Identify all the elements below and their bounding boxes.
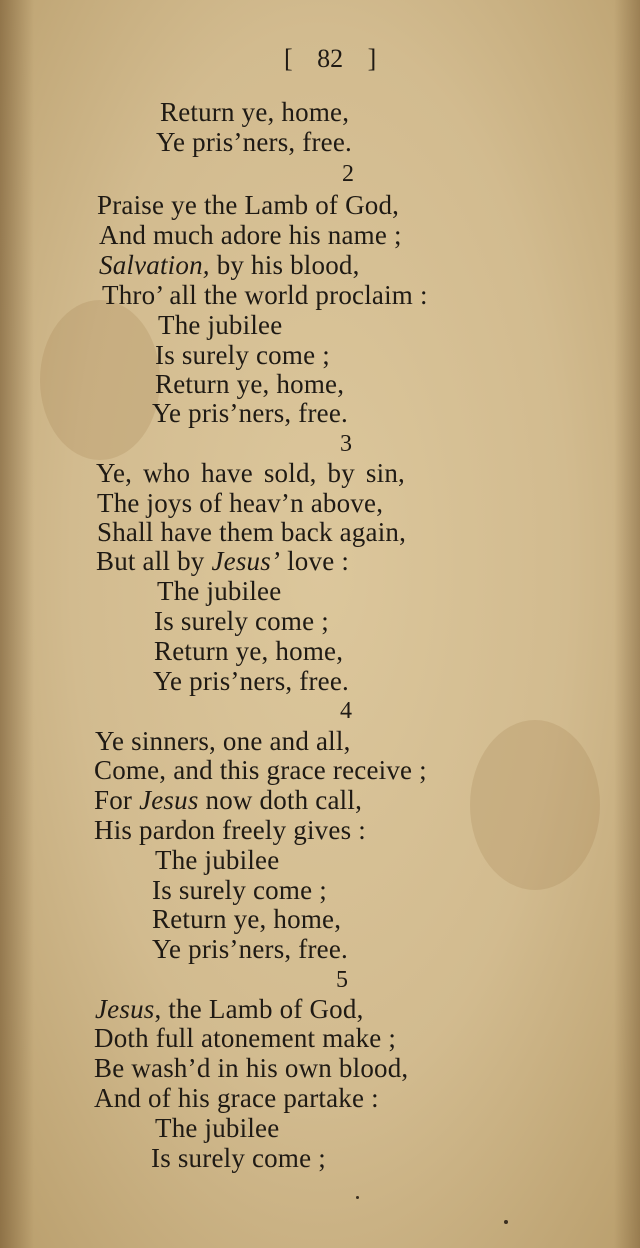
italic-word: Jesus [139, 785, 199, 815]
verse-line [94, 785, 362, 815]
verse-text: , the Lamb of God, [154, 994, 364, 1024]
refrain-line: Is surely come ; [151, 1143, 326, 1173]
refrain-line: Return ye, home, [154, 636, 344, 666]
verse-line: Praise ye the Lamb of God, [97, 190, 400, 220]
refrain-line: The jubilee [158, 310, 283, 340]
verse-text: But all by [96, 546, 212, 576]
verse-line: Shall have them back again, [97, 517, 407, 547]
verse-line: And of his grace partake : [94, 1083, 379, 1113]
verse-line: Thro’ all the world proclaim : [102, 280, 428, 310]
refrain-line: Ye pris’ners, free. [152, 398, 349, 428]
refrain-line: The jubilee [157, 576, 282, 606]
refrain-line: Return ye, home, [155, 369, 345, 399]
page-number-header: [ 82 ] [284, 44, 377, 73]
paper-stain [40, 300, 160, 460]
page-edge-shadow-right [614, 0, 640, 1248]
verse-line: Come, and this grace receive ; [94, 755, 427, 785]
verse-line [96, 546, 349, 576]
verse-line [99, 250, 360, 280]
refrain-line: Ye pris’ners, free. [152, 934, 349, 964]
verse-text: love : [280, 546, 350, 576]
verse-line: Ye, who have sold, by sin, [96, 458, 405, 488]
ink-speck [504, 1220, 508, 1224]
stanza-number: 2 [342, 161, 354, 187]
verse-line: Be wash’d in his own blood, [94, 1053, 409, 1083]
refrain-line: Return ye, home, [152, 904, 342, 934]
verse-text: now doth call, [198, 785, 363, 815]
verse-text: For [94, 785, 140, 815]
page-edge-shadow-left [0, 0, 34, 1248]
verse-line: And much adore his name ; [99, 220, 402, 250]
refrain-line: The jubilee [155, 1113, 280, 1143]
verse-line: Return ye, home, [160, 97, 350, 127]
italic-word: Jesus’ [211, 546, 281, 576]
verse-line: The joys of heav’n above, [97, 488, 384, 518]
refrain-line: The jubilee [155, 845, 280, 875]
verse-line [95, 994, 364, 1024]
verse-line: His pardon freely gives : [94, 815, 366, 845]
refrain-line: Is surely come ; [154, 606, 329, 636]
paper-stain [470, 720, 600, 890]
verse-line: Ye sinners, one and all, [95, 726, 351, 756]
stanza-number: 5 [336, 967, 348, 993]
refrain-line: Is surely come ; [152, 875, 327, 905]
refrain-line: Ye pris’ners, free. [153, 666, 350, 696]
verse-text: by his blood, [209, 250, 360, 280]
ink-speck [356, 1196, 359, 1199]
stanza-number: 4 [340, 698, 352, 724]
stanza-number: 3 [340, 431, 352, 457]
refrain-line: Is surely come ; [155, 340, 330, 370]
italic-word: Jesus [95, 994, 155, 1024]
verse-line: Ye pris’ners, free. [156, 127, 353, 157]
verse-line: Doth full atonement make ; [94, 1023, 397, 1053]
italic-word: Salvation, [99, 250, 210, 280]
